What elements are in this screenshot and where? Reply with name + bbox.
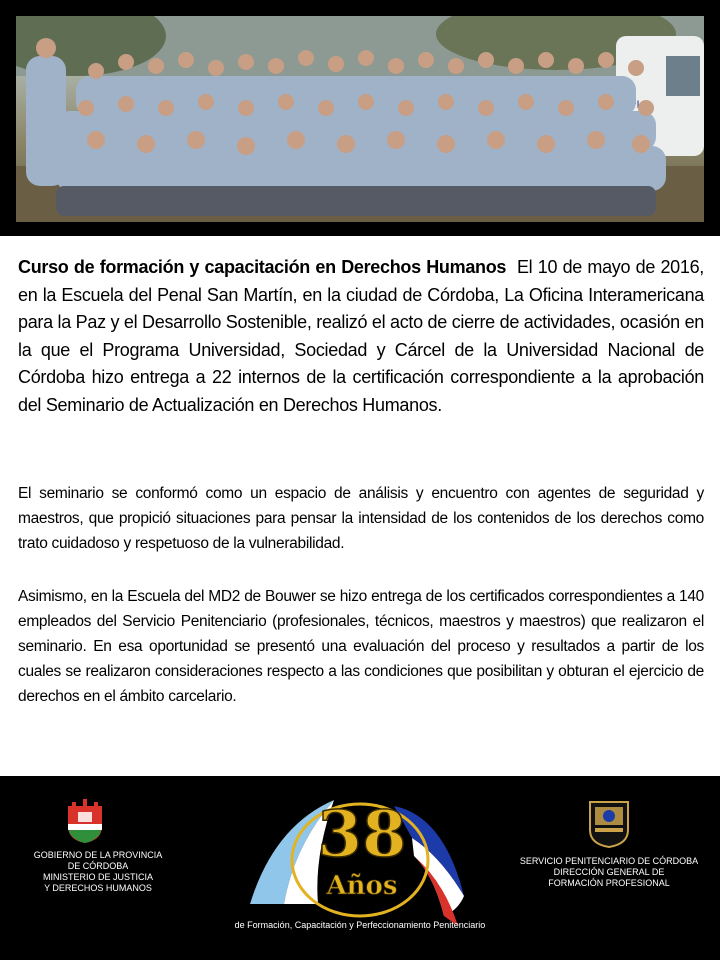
article-paragraph-3: Asimismo, en la Escuela del MD2 de Bouwer se hizo entrega de los certificados correspondientes a 140 empleados del Servicio Penitenciario (profesionales, técnicos, maestros y maestros) que realizaron el seminario. En esa oportunidad se presentó una evaluación del proceso y resultados a partir de los cuales se realizaron consideraciones respecto a las condiciones que posibilitan y obturan el ejercicio de derechos en el ámbito carcelario. [18, 588, 704, 705]
anniversary-number: 38 [317, 797, 407, 872]
article-paragraph-2: El seminario se conformó como un espacio de análisis y encuentro con agentes de seguridad y maestros, que propició situaciones para pensar la intensidad de los contenidos de los derechos como trato cuidadoso y respetuoso de la vulnerabilidad. [18, 485, 704, 552]
left-org-line-2: DE CÓRDOBA [67, 861, 129, 871]
left-org-line-1: GOBIERNO DE LA PROVINCIA [33, 850, 163, 860]
footer [0, 776, 720, 960]
penitentiary-crest-icon [586, 798, 632, 848]
anniversary-word: Años [326, 871, 398, 901]
article [0, 236, 720, 776]
footer-tagline: de Formación, Capacitación y Perfeccionamiento Penitenciario [234, 920, 486, 930]
anniversary-logo [244, 786, 476, 936]
group-photo [16, 16, 704, 222]
photo-frame [0, 0, 720, 236]
left-organization [18, 850, 178, 894]
left-org-line-3: MINISTERIO DE JUSTICIA [42, 872, 153, 882]
group-photo-icon [16, 16, 704, 222]
right-org-line-3: FORMACIÓN PROFESIONAL [548, 878, 670, 888]
right-organization [516, 856, 702, 889]
right-org-line-1: SERVICIO PENITENCIARIO DE CÓRDOBA [519, 856, 699, 866]
article-intro-text: El 10 de mayo de 2016, en la Escuela del Penal San Martín, en la ciudad de Córdoba, La Oficina Interamericana para la Paz y el Desarrollo Sostenible, realizó el acto de cierre de actividades, ocasión en la que el Programa Universidad, Sociedad y Cárcel de la Universidad Nacional de Córdoba hizo entrega a 22 internos de la certificación correspondiente a la aprobación del Seminario de Actualización en Derechos Humanos. [18, 257, 704, 415]
left-org-line-4: Y DERECHOS HUMANOS [44, 883, 152, 893]
province-crest-icon [60, 798, 110, 844]
article-paragraph-1 [18, 254, 704, 419]
article-headline: Curso de formación y capacitación en Derechos Humanos [18, 257, 507, 277]
right-org-line-2: DIRECCIÓN GENERAL DE [553, 867, 665, 877]
